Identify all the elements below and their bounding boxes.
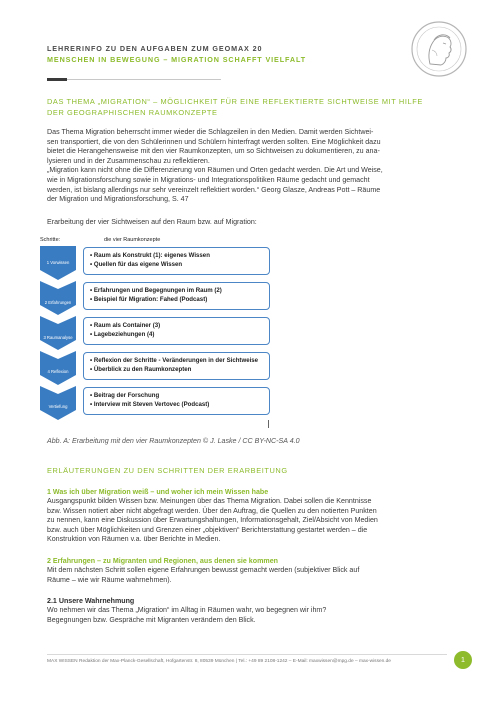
diagram-intro: Erarbeitung der vier Sichtweisen auf den Raum bzw. auf Migration: [47,218,257,226]
paragraph-line: Konstruktion von Räumen v.a. über Berichte in Medien. [47,535,221,544]
subheading: 2 Erfahrungen – zu Migranten und Regionen, aus denen sie kommen [47,557,278,565]
paragraph-line: Räume – wie wir Räume wahrnehmen). [47,575,172,584]
section-title: ERLÄUTERUNGEN ZU DEN SCHRITTEN DER ERARBEITUNG [47,466,288,475]
concept-item: • Lagebeziehungen (4) [90,331,155,338]
step21-paragraph [47,606,452,625]
concept-item: • Überblick zu den Raumkonzepten [90,366,192,373]
concept-item: • Raum als Container (3) [90,322,161,329]
paragraph-line: wie in Migrationsforschung sowie in Migrations- und Integrationspolitiken Räume gedacht und gemacht [47,175,370,184]
paragraph-line: werden, ist bislang allerdings nur sehr vereinzelt reflektiert worden.“ Georg Glasze, Andreas Pott – Räume [47,185,381,194]
concept-box [83,282,270,310]
header-accent-bar [47,78,67,81]
paragraph-line: Mit dem nächsten Schritt sollen eigene Erfahrungen bewusst gemacht werden (subjektiver Blick auf [47,566,360,574]
step-chevron [40,386,76,420]
raumkonzepte-diagram [40,235,275,430]
minerva-seal-icon [410,20,468,78]
concept-item: • Erfahrungen und Begegnungen im Raum (2) [90,287,222,294]
diagram-tick [268,420,269,428]
step-chevron [40,351,76,385]
paragraph-line: zu nennen, kann eine Diskussion über Erwartungshaltungen, Informationsgehalt, Ziel/Absicht von Medien [47,516,378,525]
step-chevron [40,281,76,315]
concept-box [83,247,270,275]
paragraph-line: lysieren und in der Zusammenschau zu reflektieren. [47,156,210,165]
paragraph-line: bzw. auch über Möglichkeiten und Grenzen einer „objektiven“ Berichterstattung gestartet werden – die [47,525,368,534]
paragraph-line: Begegnungen bzw. Gespräche mit Migranten verändern den Blick. [47,615,256,624]
paragraph-line: bietet die Herangehensweise mit den vier Raumkonzepten, um so Sichtweisen zu dokumentieren, zu ana- [47,147,380,156]
paragraph-line: Das Thema Migration beherrscht immer wieder die Schlagzeilen in den Medien. Damit werden Sichtwei- [47,128,374,136]
concept-item: • Raum als Konstrukt (1): eigenes Wissen [90,252,210,259]
step1-paragraph [47,497,452,545]
step-label: Vertiefung [48,404,68,409]
section-title-line: DER GEOGRAPHISCHEN RAUMKONZEPTE [47,107,218,117]
header-subtitle: MENSCHEN IN BEWEGUNG – MIGRATION SCHAFFT VIELFALT [47,55,307,64]
diagram-steps-label: Schritte: [40,237,61,243]
footer-text: MAX WISSEN Redaktion der Max-Planck-Gesellschaft, Hofgartenstr. 8, 80539 München | Tel.: +49 89 2108-1242 – E-Mail: maxwissen@mpg.de – max-wissen.de [47,659,391,664]
footer-divider [47,654,447,655]
concept-item: • Beispiel für Migration: Fahed (Podcast) [90,296,208,303]
intro-paragraph [47,128,452,205]
header-title: LEHRERINFO ZU DEN AUFGABEN ZUM GEOMAX 20 [47,44,263,53]
concept-box [83,387,270,415]
diagram-concepts-label: die vier Raumkonzepte [104,237,161,243]
concept-item: • Quellen für das eigene Wissen [90,261,183,268]
section-title-line: DAS THEMA „MIGRATION“ – MÖGLICHKEIT FÜR EINE REFLEKTIERTE SICHTWEISE MIT HILFE [47,97,423,106]
paragraph-line: sen transportiert, die von den Schülerinnen und Schülern hinterfragt werden sollten. Eine Möglichkeit dazu [47,137,381,146]
paragraph-line: „Migration kann nicht ohne die Differenzierung von Räumen und Orten gedacht werden. Die Art und Weise, [47,166,383,175]
step2-paragraph [47,566,452,585]
concept-box [83,317,270,345]
subheading: 2.1 Unsere Wahrnehmung [47,597,135,605]
concept-box [83,352,270,380]
step-label: 4 Reflexion [47,369,69,374]
paragraph-line: Ausgangspunkt bilden Wissen bzw. Meinungen über das Thema Migration. Dabei sollen die Kenntnisse [47,497,372,505]
step-label: 1 Vorwissen [46,260,70,265]
paragraph-line: bzw. Wissen notiert aber nicht abgefragt werden. Über den Auftrag, die Quellen zu den notierten Punkten [47,506,377,515]
subheading: 1 Was ich über Migration weiß – und woher ich mein Wissen habe [47,488,269,496]
step-chevron [40,316,76,350]
page-number-badge: 1 [454,651,472,669]
figure-caption: Abb. A: Erarbeitung mit den vier Raumkonzepten © J. Laske / CC BY-NC-SA 4.0 [47,437,300,445]
step-label: 3 Raumanalyse [43,335,73,340]
concept-item: • Reflexion der Schritte - Veränderungen in der Sichtweise [90,357,259,364]
step-label: 2 Erfahrungen [44,300,72,305]
concept-item: • Interview mit Steven Vertovec (Podcast) [90,401,210,408]
paragraph-line: Wo nehmen wir das Thema „Migration“ im Alltag in Räumen wahr, wo begegnen wir ihm? [47,606,327,614]
header-divider [67,79,221,80]
section-title [47,97,423,118]
paragraph-line: der Migration und Migrationsforschung, S. 47 [47,195,189,204]
concept-item: • Beitrag der Forschung [90,392,160,399]
